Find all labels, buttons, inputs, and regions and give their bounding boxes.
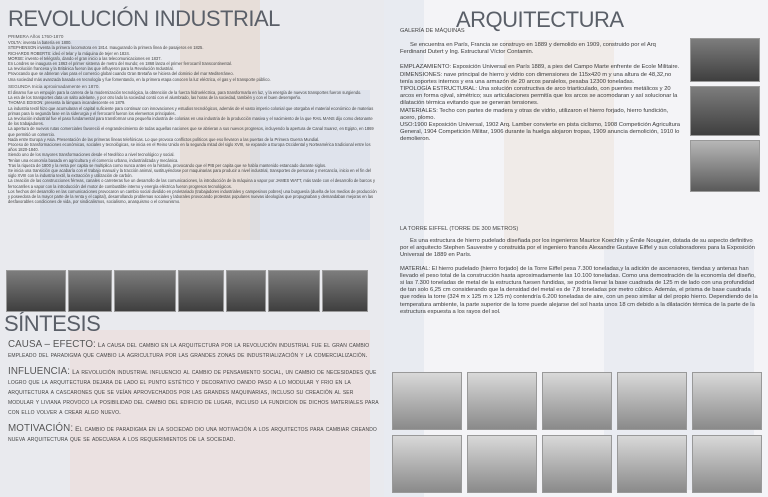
- synthesis-motivation: MOTIVACIÓN: El cambio de paradigma en la sociedad dio una motivación a los arquitectos para cambiar creando nueva arquitectura que se adecuara a los requerimientos de la sociedad.: [8, 423, 377, 443]
- synthesis-body: [8, 340, 380, 451]
- synthesis-title: SÍNTESIS: [4, 311, 101, 336]
- eiffel-construction-photo: [692, 435, 762, 493]
- eiffel-construction-photo: [617, 435, 687, 493]
- history-line: Proceso de transformaciones económicas, sociales y tecnológicas, se inicia en el Reino Unido en la segunda mitad del siglo XVIII, se expande a Europa Occidental y Norteamérica tradicional entre los años 1820-1840.: [8, 142, 371, 153]
- history-line: En Londres se inaugura en 1863 el primer sistema de metro del mundo; en 1868 lanza el primer ferrocarril transcontinental.: [8, 61, 232, 67]
- history-line: Nada entre Europa y Asia. Presentación de las primeras líneas telefónicas. Lo que provoca conflictos políticos que eso llevaron a las puertas de la Primera Guerra Mundial.: [8, 136, 320, 142]
- eiffel-tower-text: [400, 226, 760, 316]
- history-line: La era de los transportes data un salto adelante, y por otro lado la sociedad contó con el alumbrado, las horas de la sociedad, también y con el buen desempeño.: [8, 95, 302, 101]
- revolution-body: [8, 32, 378, 205]
- right-panel: [384, 0, 768, 497]
- eiffel-intro: Es una estructura de hierro pudelado diseñada por los ingenieros Maurice Koechlin y Émile Nouguier, dotada de su aspecto definitivo por el arquitecto Stephen Sauvestre y construida por el ingeniero francés Alexandre Gustave Eiffel y sus colaboradores para la Exposición Universal de 1889 en París.: [400, 238, 755, 259]
- history-line: Una sociedad más avanzada basada en tecnología y fue fomentando, en la primera etapa conocen la luz eléctrica, el gas y el transporte público.: [8, 76, 271, 82]
- industrial-photo: [178, 270, 224, 312]
- history-line: Los hechos del desarrollo en las comunicaciones provocaron un cambio social dividido en proletariado (trabajadores industriales y campesinos pobres) una burguesía (dueña de los medios de producción y poseedora de la mayor parte de la renta y el capital), desarrollando problemas sociales y laborales provocando protestas populares nuevas ideologías que propugnaban y demandaban mejoras en las desfavorables condiciones de vida, por sindicalismos, socialismo, anarquismo o el comunismo.: [8, 188, 377, 205]
- eiffel-construction-photo: [392, 372, 462, 430]
- history-line: La apertura de nuevos rutas comerciales favoreció el engrandecimiento de todas aquellas naciones que se abrieran a sus nuevos progresos, incluyendo la apertura de Canal Suarez, en Egipto, en 1869 que permitió un comercio.: [8, 126, 374, 137]
- history-line: VOLTA: inventa la batería en 1800.: [8, 40, 72, 46]
- history-line: MORSE: invento el telégrafo, dando el gran inicio a las telecomunicaciones en 1837.: [8, 55, 162, 61]
- history-line: La industria textil hizo que acumularan el capital suficiente para continuar con innovaciones y estudios tecnológicos, además de el vasto imperio colonial que otorgaba el material económico de materias primas para lo segunda fase en la siderurgia y el ferrocarril fueron los elementos principales.: [8, 105, 374, 116]
- machine-gallery-photos: [690, 38, 760, 192]
- history-line: Siendo uno de los mayores transformaciones desde el Neolítico a nivel tecnológico y social.: [8, 152, 175, 158]
- history-line: Se inicia una transición que acabaría con el trabajo manual y la tracción animal, sustituyéndose por maquinarias para producir a nivel industrial, transportes de personas y mercancía, inicio en el fin del siglo XVIII con la industria textil, la extracción y utilización de carbón.: [8, 168, 371, 179]
- eiffel-material: MATERIAL: El hierro pudelado (hierro forjado) de la Torre Eiffel pesa 7.300 toneladas,y la adición de ascensores, tiendas y antenas han llevado el peso total de la construcción hasta aproximadamente las 10.100 toneladas. Como una demostración de la economía del diseño, si las 7.300 toneladas de metal de la estructura fuesen fundidas, se podría llenar la base cuadrada de 125 m de lado con una profundidad de tan solo 6,25 cm considerando que la densidad del metal es de 7,8 toneladas por metro cúbico. Además, el prisma de base cuadrada que rodea la torre (324 m x 125 m x 125 m) contendría 6.200 toneladas de aire, con un peso similar al del propio hierro. Dependiendo de la temperatura ambiente, la parte superior de la torre puede alejarse del sol hasta unos 18 cm debido a la dilatación térmica de la parte de la estructura expuesta a los rayos del sol.: [400, 265, 758, 315]
- industrial-photo: [226, 270, 266, 312]
- history-line: Provocando que se abrieran vías para el comercio global cuando Gran Bretaña se hiciera del dominio del mar Mediterráneo.: [8, 71, 234, 77]
- machine-gallery-photo: [690, 86, 760, 136]
- history-line: La creación de las construcciones férreas, canales o carreteras fue un desarrollo de las comunicaciones, la introducción de la máquina a vapor por JAMES WATT, más tarde con el desarrollo de barcos y ferrocarriles a vapor con la introducción del motor de combustible interno y energía eléctrica fueron progresos tecnológicos.: [8, 178, 376, 189]
- eiffel-construction-photo: [542, 372, 612, 430]
- machine-gallery-dimensions: DIMENSIONES: nave principal de hierro y vidrio con dimensiones de 115x420 m y una altura de 48,32,no tenía soportes internos y era una armazón de 20 arcos paralelos, pesaba 12300 toneladas.: [400, 71, 672, 85]
- history-line: El dinamo fue un empujón para la carrera de la modernización tecnológica, la obtención de la fuerza hidroeléctrica, para transformarla en luz, y la energía de nuevos transportes fueron surgiendo.: [8, 90, 362, 96]
- history-line: Tenían una economía basada en agricultura y el comercio urbano, industrializada y mecánica.: [8, 157, 179, 163]
- machine-gallery-photo: [690, 38, 760, 82]
- history-line: RICHARDS ROBERTS: ideó el telar y la máquina de tejer en 1824.: [8, 50, 130, 56]
- eiffel-construction-photo: [392, 435, 462, 493]
- industrial-photo: [114, 270, 176, 312]
- history-line: La revolución francesa y la Británica fueron las que influyeron para la Revolución Industrial.: [8, 66, 174, 72]
- architecture-title: ARQUITECTURA: [456, 7, 624, 32]
- machine-gallery-text: [400, 28, 680, 144]
- history-line: La revolución industrial fue el paso fundamental para transformar una pequeña industria de colonias en una industria de la producción masiva y el nacimiento de la que RAIL MANS dijo como detonante de los trabajadores.: [8, 116, 373, 127]
- industrial-photo: [268, 270, 320, 312]
- synthesis-influence: INFLUENCIA: La revolución industrial influencio al cambio de pensamiento social, un cambio de necesidades que logro que la arquitectura dejara de lado el punto estético y decorativo dando paso a lo modular y frio en la arquitectura a cascarones que se veían aprovechados por las grandes maquinarias, incluso su creación al ser modular y liviana provoco la posibilidad del cambio del edificio de lugar, incluso la fundicion de dichos materiales para con ello volver a crear algo nuevo.: [8, 366, 379, 416]
- industrial-photo-strip: [6, 270, 368, 312]
- synthesis-cause: CAUSA – EFECTO: La causa del cambio en la arquitectura por la revolución industrial fue el gran cambio empleado del paradigma que cambio la agricultura por las grandes zonas de industrialización y la comercialización.: [8, 339, 370, 359]
- eiffel-photo-grid: [392, 372, 764, 493]
- period-heading: PRIMERA Años 1760-1870: [8, 34, 64, 39]
- eiffel-construction-photo: [692, 372, 762, 430]
- period-heading: SEGUNDA Inicia aproximadamente en 1870.: [8, 83, 100, 89]
- revolution-title: REVOLUCIÓN INDUSTRIAL: [8, 6, 280, 31]
- history-line: Tras la riqueza de 1800 y la renta per capita se multiplica como nunca antes en la historia, provocando que el PIB per capita que se había mantenido estancado durante siglos.: [8, 162, 327, 168]
- eiffel-construction-photo: [467, 372, 537, 430]
- machine-gallery-location: EMPLAZAMIENTO: Exposición Universal en París 1889, a pies del Campo Marte enfrente de Ecole Militaire.: [400, 64, 680, 71]
- eiffel-heading: LA TORRE EIFFEL (TORRE DE 300 METROS): [400, 226, 519, 232]
- machine-gallery-photo: [690, 140, 760, 192]
- history-line: STEPHENSON inventa la primera locomotora en 1814. Inaugurando la primera línea de pasajeros en 1825.: [8, 45, 204, 51]
- eiffel-construction-photo: [617, 372, 687, 430]
- machine-gallery-materials: MATERIALES: Techo con partes de madera y otras de vidrio, utilizaron el hierro forjado, hierro fundición, acero, plomo.: [400, 107, 669, 121]
- industrial-photo: [6, 270, 66, 312]
- eiffel-construction-photo: [467, 435, 537, 493]
- industrial-photo: [68, 270, 112, 312]
- history-line: THOMAS EDISON: presenta la lámpara incandescente en 1879.: [8, 100, 126, 106]
- machine-gallery-structure: TIPOLOGÍA ESTRUCTURAL: Una solución constructiva de arco triarticulado, con puentes metálicos y 20 arcos en forma ojival, simétrico; sus articulaciones permitía que los arcos se acomodaran y así solucionar la dilatación térmica evitando que se generan tensiones.: [400, 86, 678, 107]
- industrial-photo: [322, 270, 368, 312]
- machine-gallery-heading: GALERÍA DE MÁQUINAS: [400, 28, 465, 34]
- machine-gallery-intro: Se encuentra en París, Francia se construyo en 1889 y demolido en 1909, construido por el Arq Ferdinand Dutert y Ing. Estructural Víctor Contamin.: [400, 42, 656, 56]
- eiffel-construction-photo: [542, 435, 612, 493]
- machine-gallery-use: USO:1900 Exposición Universal, 1902 Arq. Lamber convierte en pista ciclismo, 1908 Competición Agricultura General, 1904 Competición Militar, 1906 durante la huelga alojaron tropas, 1909 anuncia demolición, 1910 lo demolieron.: [400, 122, 681, 143]
